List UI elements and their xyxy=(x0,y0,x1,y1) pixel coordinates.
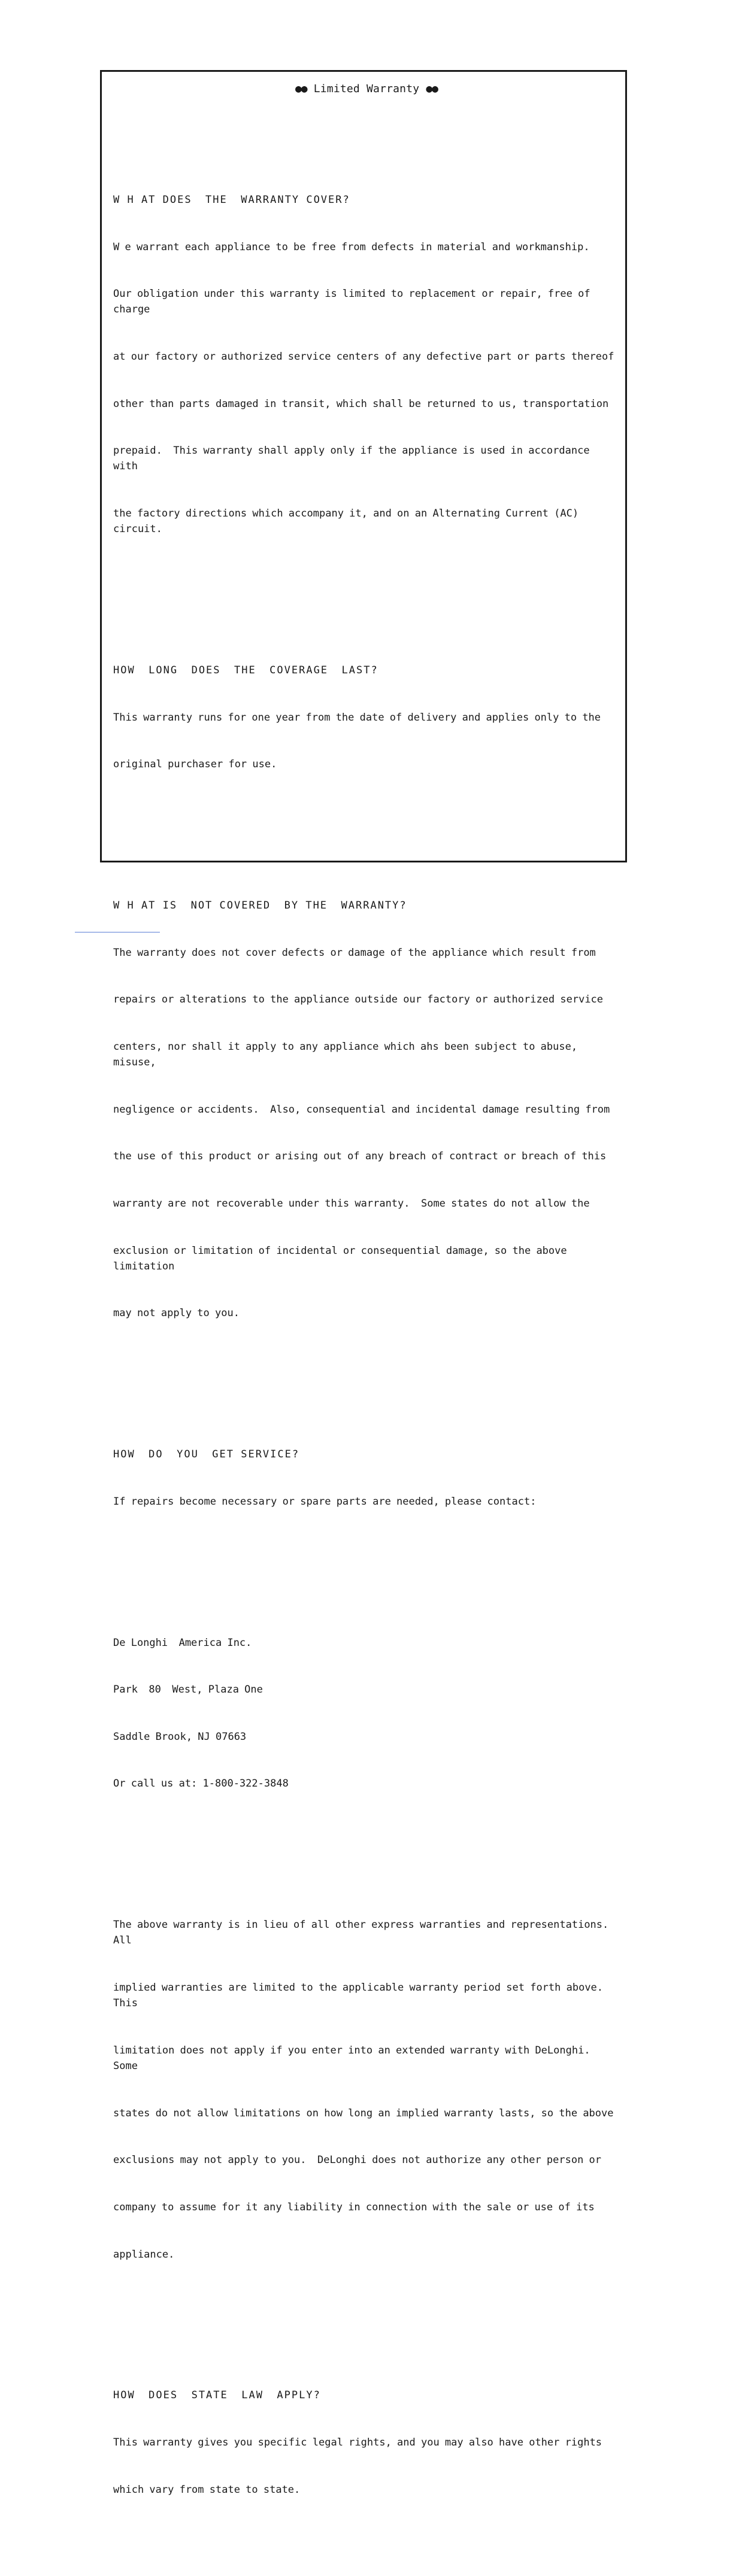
section-service xyxy=(113,1415,619,1541)
text-line: This warranty gives you specific legal rights, and you may also have other rights xyxy=(113,2436,602,2449)
text-line: states do not allow limitations on how long an implied warranty lasts, so the above xyxy=(113,2107,614,2119)
section-heading: W H AT IS NOT COVERED BY THE WARRANTY? xyxy=(113,900,407,912)
section-heading: HOW LONG DOES THE COVERAGE LAST? xyxy=(113,664,378,677)
company-name: De Longhi America Inc. xyxy=(113,1636,252,1649)
text-line: other than parts damaged in transit, which shall be returned to us, transportation xyxy=(113,397,609,410)
text-line: The above warranty is in lieu of all other express warranties and representations. All xyxy=(113,1919,620,1947)
text-line: This warranty runs for one year from the date of delivery and applies only to the xyxy=(113,711,601,724)
text-line: at our factory or authorized service centers of any defective part or parts thereof xyxy=(113,351,614,363)
bullet-dots-left-icon: ●● xyxy=(295,83,307,95)
disclaimer-paragraph xyxy=(113,1886,619,2294)
text-line: If repairs become necessary or spare parts are needed, please contact: xyxy=(113,1495,537,1508)
text-line: the factory directions which accompany it, and on an Alternating Current (AC) circuit. xyxy=(113,508,584,536)
text-line: exclusions may not apply to you. DeLonghi does not authorize any other person or xyxy=(113,2154,602,2167)
text-line: The warranty does not cover defects or damage of the appliance which result from xyxy=(113,946,596,959)
section-coverage xyxy=(113,161,619,569)
text-line: warranty are not recoverable under this warranty. Some states do not allow the xyxy=(113,1197,590,1210)
text-line: original purchaser for use. xyxy=(113,758,277,771)
section-state-law xyxy=(113,2356,619,2529)
section-not-covered xyxy=(113,867,619,1353)
bullet-dots-right-icon: ●● xyxy=(426,83,438,95)
section-heading: HOW DOES STATE LAW APPLY? xyxy=(113,2389,321,2402)
contact-address xyxy=(113,1603,619,1823)
text-line: may not apply to you. xyxy=(113,1307,240,1320)
city-state-zip: Saddle Brook, NJ 07663 xyxy=(113,1730,247,1743)
text-line: centers, nor shall it apply to any appliance which ahs been subject to abuse, misuse, xyxy=(113,1040,583,1069)
page-title xyxy=(0,81,733,98)
text-line: appliance. xyxy=(113,2248,175,2261)
text-line: repairs or alterations to the appliance outside our factory or authorized service xyxy=(113,994,604,1006)
text-line: implied warranties are limited to the applicable warranty period set forth above. This xyxy=(113,1982,614,2010)
phone-number: Or call us at: 1-800-322-3848 xyxy=(113,1778,289,1790)
text-line: company to assume for it any liability in connection with the sale or use of its xyxy=(113,2201,595,2213)
section-heading: HOW DO YOU GET SERVICE? xyxy=(113,1448,300,1461)
text-line: negligence or accidents. Also, consequential and incidental damage resulting from xyxy=(113,1103,610,1116)
section-heading: W H AT DOES THE WARRANTY COVER? xyxy=(113,194,350,206)
text-line: W e warrant each appliance to be free from defects in material and workmanship. xyxy=(113,241,590,253)
text-line: limitation does not apply if you enter into an extended warranty with DeLonghi. Some xyxy=(113,2044,602,2073)
title-text: Limited Warranty xyxy=(313,83,420,95)
warranty-content xyxy=(113,114,619,2576)
text-line: which vary from state to state. xyxy=(113,2483,301,2496)
text-line: exclusion or limitation of incidental or consequential damage, so the above limitation xyxy=(113,1244,573,1272)
section-duration xyxy=(113,631,619,804)
text-line: the use of this product or arising out of any breach of contract or breach of this xyxy=(113,1150,607,1163)
street-address: Park 80 West, Plaza One xyxy=(113,1684,263,1696)
text-line: Our obligation under this warranty is limited to replacement or repair, free of charge xyxy=(113,288,596,316)
text-line: prepaid. This warranty shall apply only if the appliance is used in accordance with xyxy=(113,445,595,473)
